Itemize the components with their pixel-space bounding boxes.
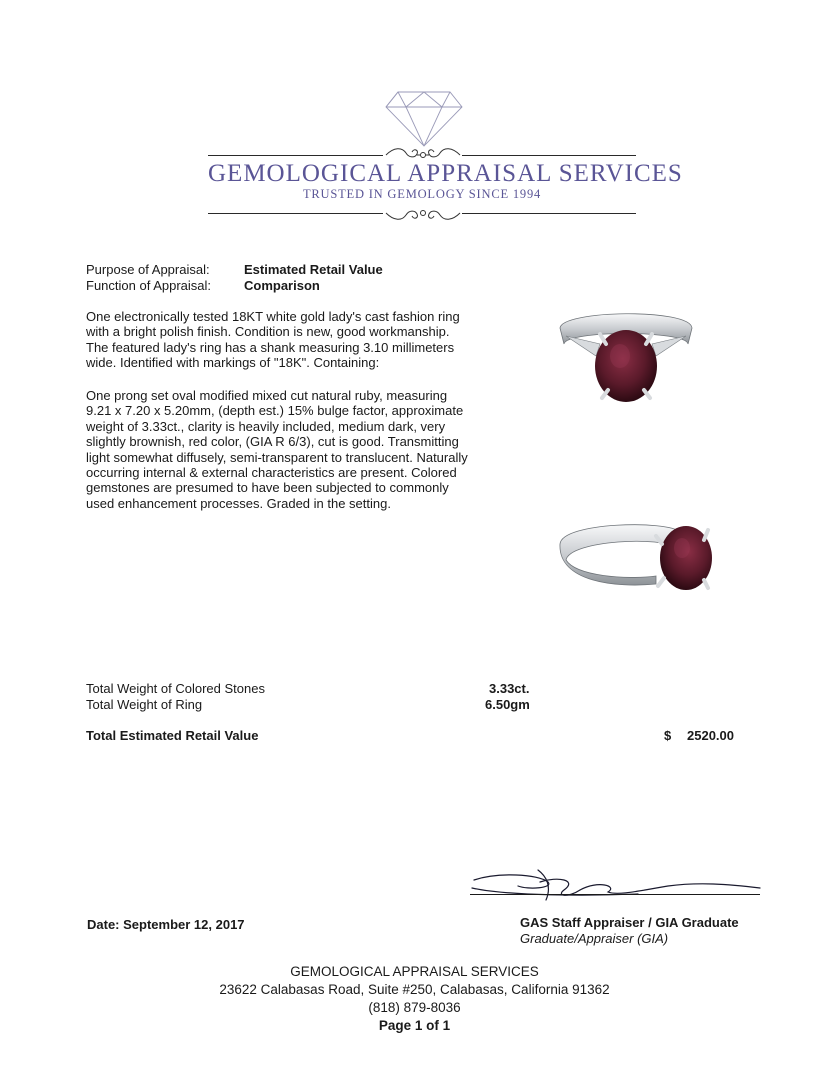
footer-address: 23622 Calabasas Road, Suite #250, Calabasas, California 91362 <box>219 982 610 997</box>
description-line: with a bright polish finish. Condition is new, good workmanship. <box>86 324 450 340</box>
footer-phone: (818) 879-8036 <box>368 1000 461 1015</box>
description-line: One electronically tested 18KT white gold lady's cast fashion ring <box>86 309 460 324</box>
description-line: wide. Identified with markings of "18K". Containing: <box>86 355 380 371</box>
ring-photo-front <box>552 300 700 410</box>
description-line: The featured lady's ring has a shank measuring 3.10 millimeters <box>86 339 455 355</box>
company-name: GEMOLOGICAL APPRAISAL SERVICES <box>208 160 683 187</box>
description-line: slightly brownish, red color, (GIA R 6/3), cut is good. Transmitting <box>86 434 459 450</box>
retail-value-label: Total Estimated Retail Value <box>86 728 259 743</box>
header-rule-top-right <box>462 155 636 156</box>
header-rule-top-left <box>208 155 383 156</box>
stone-description <box>86 388 496 511</box>
description-line: occurring internal & external characteristics are present. Colored <box>86 465 457 481</box>
purpose-label: Purpose of Appraisal: <box>86 262 210 277</box>
purpose-value: Estimated Retail Value <box>244 262 383 277</box>
function-label: Function of Appraisal: <box>86 278 212 293</box>
appraiser-signature <box>468 866 768 906</box>
colored-stones-value: 3.33ct. <box>489 681 530 696</box>
company-tagline: TRUSTED IN GEMOLOGY SINCE 1994 <box>302 187 542 201</box>
appraiser-title: GAS Staff Appraiser / GIA Graduate <box>520 915 739 930</box>
description-line: used enhancement processes. Graded in the setting. <box>86 495 391 511</box>
retail-value: 2520.00 <box>687 728 734 743</box>
function-value: Comparison <box>244 278 320 293</box>
description-line: 9.21 x 7.20 x 5.20mm, (depth est.) 15% bulge factor, approximate <box>86 403 464 419</box>
currency-symbol: $ <box>664 728 672 743</box>
header-rule-bottom-left <box>208 213 383 214</box>
footer <box>0 963 829 1035</box>
ring-weight-label: Total Weight of Ring <box>86 697 203 712</box>
ring-description <box>86 309 496 371</box>
page-number: Page 1 of 1 <box>378 1018 451 1033</box>
flourish-bottom-icon <box>384 203 462 223</box>
signature-line <box>470 894 760 895</box>
appraiser-subtitle: Graduate/Appraiser (GIA) <box>520 931 669 946</box>
ring-photo-side <box>556 514 720 598</box>
footer-company: GEMOLOGICAL APPRAISAL SERVICES <box>290 964 539 979</box>
colored-stones-label: Total Weight of Colored Stones <box>86 681 265 696</box>
diamond-logo-icon <box>384 90 464 148</box>
description-line: gemstones are presumed to have been subjected to commonly <box>86 480 449 496</box>
appraisal-date: Date: September 12, 2017 <box>87 917 245 932</box>
description-line: One prong set oval modified mixed cut natural ruby, measuring <box>86 388 448 403</box>
description-line: weight of 3.33ct., clarity is heavily included, medium dark, very <box>86 418 446 434</box>
description-line: light somewhat diffusely, semi-transparent to translucent. Naturally <box>86 449 468 465</box>
header-rule-bottom-right <box>462 213 636 214</box>
ring-weight-value: 6.50gm <box>485 697 530 712</box>
